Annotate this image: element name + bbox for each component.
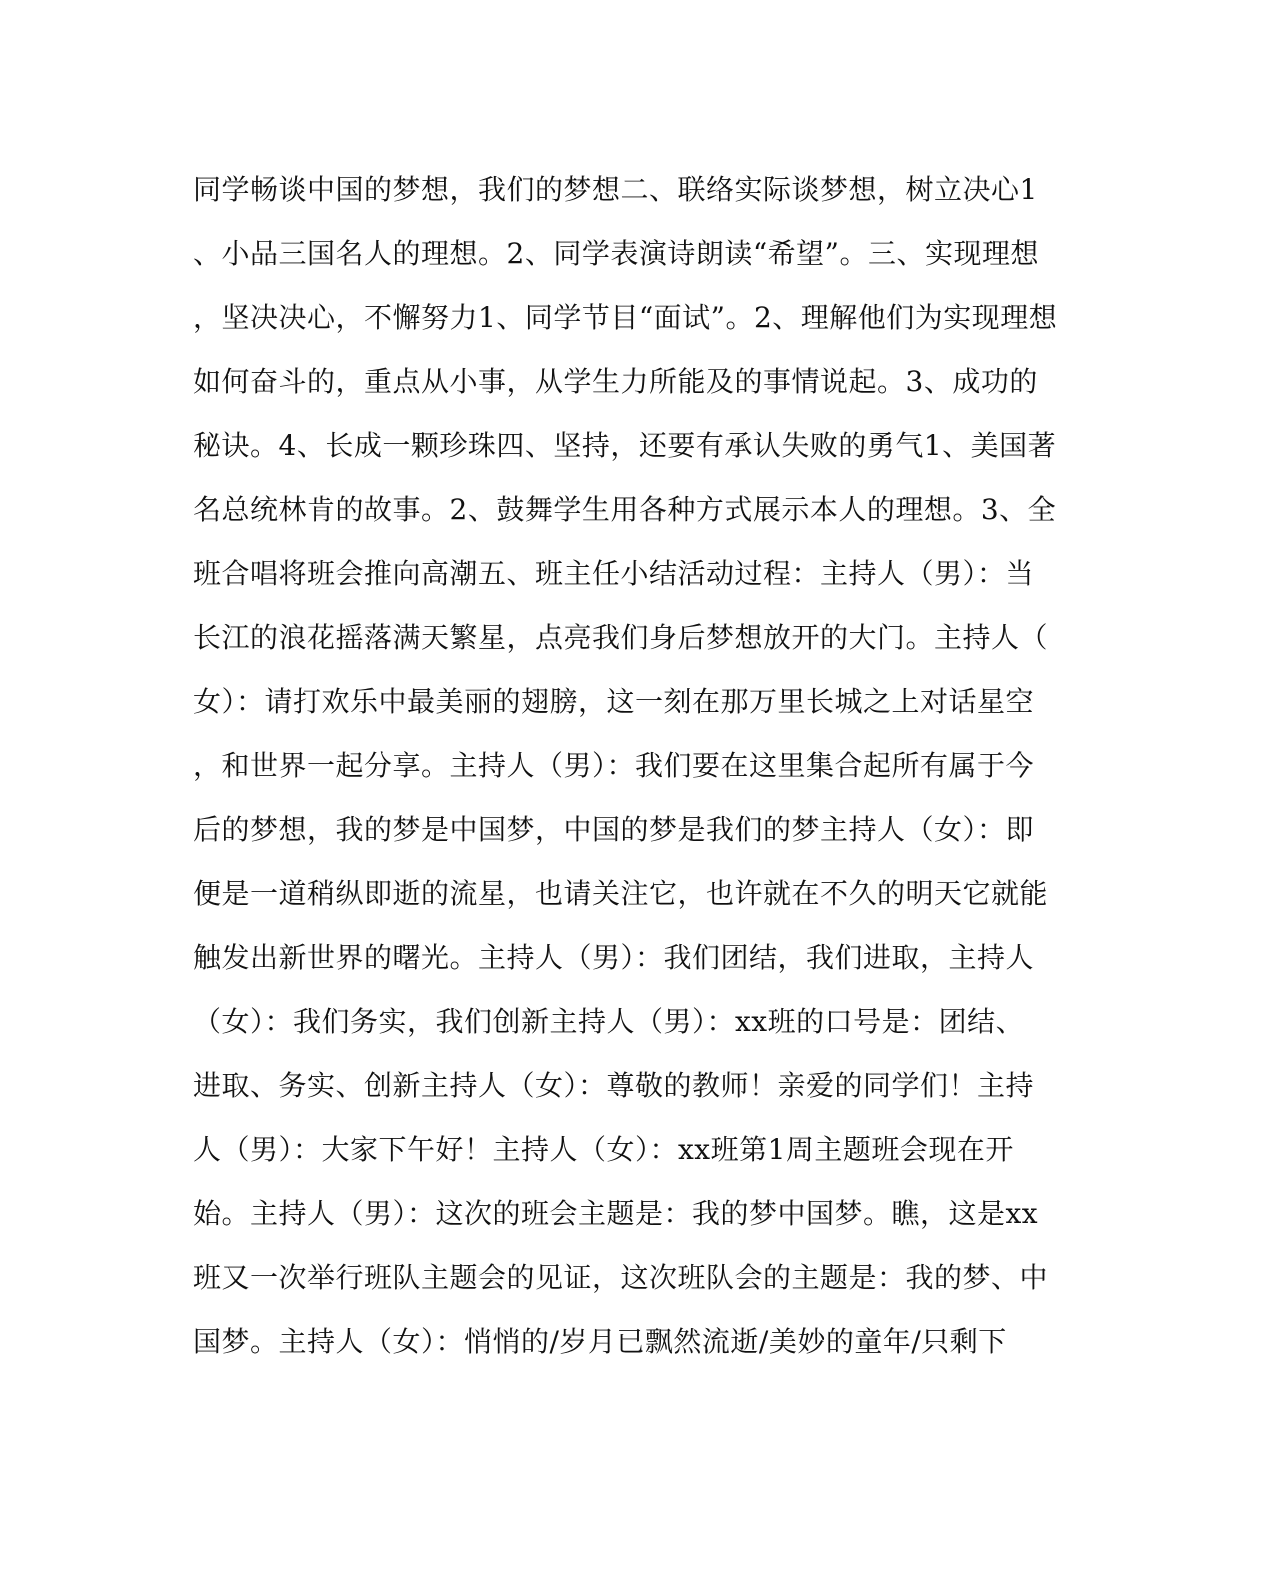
text-line: 人（男）：大家下午好！主持人（女）：xx班第1周主题班会现在开: [193, 1133, 1014, 1166]
text-line: ，和世界一起分享。主持人（男）：我们要在这里集合起所有属于今: [193, 749, 1035, 782]
text-line: 班合唱将班会推向高潮五、班主任小结活动过程：主持人（男）：当: [193, 557, 1035, 590]
text-line: 、小品三国名人的理想。2、同学表演诗朗读“希望”。三、实现理想: [193, 237, 1039, 270]
text-line: 女）：请打欢乐中最美丽的翅膀，这一刻在那万里长城之上对话星空: [193, 685, 1035, 718]
text-line: 后的梦想，我的梦是中国梦，中国的梦是我们的梦主持人（女）：即: [193, 813, 1035, 846]
text-line: 长江的浪花摇落满天繁星，点亮我们身后梦想放开的大门。主持人（: [193, 621, 1049, 654]
text-line: 名总统林肯的故事。2、鼓舞学生用各种方式展示本人的理想。3、全: [193, 493, 1057, 526]
text-line: 进取、务实、创新主持人（女）：尊敬的教师！亲爱的同学们！主持: [193, 1069, 1035, 1102]
text-line: （女）：我们务实，我们创新主持人（男）：xx班的口号是：团结、: [193, 1005, 1025, 1038]
text-line: 始。主持人（男）：这次的班会主题是：我的梦中国梦。瞧，这是xx: [193, 1197, 1039, 1230]
text-line: ，坚决决心，不懈努力1、同学节目“面试”。2、理解他们为实现理想: [193, 301, 1058, 334]
text-line: 便是一道稍纵即逝的流星，也请关注它，也许就在不久的明天它就能: [193, 877, 1049, 910]
text-line: 国梦。主持人（女）：悄悄的/岁月已飘然流逝/美妙的童年/只剩下: [193, 1325, 1007, 1358]
text-line: 秘诀。4、长成一颗珍珠四、坚持，还要有承认失败的勇气1、美国著: [193, 429, 1057, 462]
text-line: 触发出新世界的曙光。主持人（男）：我们团结，我们进取，主持人: [193, 941, 1035, 974]
body-text: [193, 158, 1073, 1374]
text-line: 如何奋斗的，重点从小事，从学生力所能及的事情说起。3、成功的: [193, 365, 1038, 398]
text-line: 班又一次举行班队主题会的见证，这次班队会的主题是：我的梦、中: [193, 1261, 1049, 1294]
text-line: 同学畅谈中国的梦想，我们的梦想二、联络实际谈梦想，树立决心1: [193, 173, 1038, 206]
